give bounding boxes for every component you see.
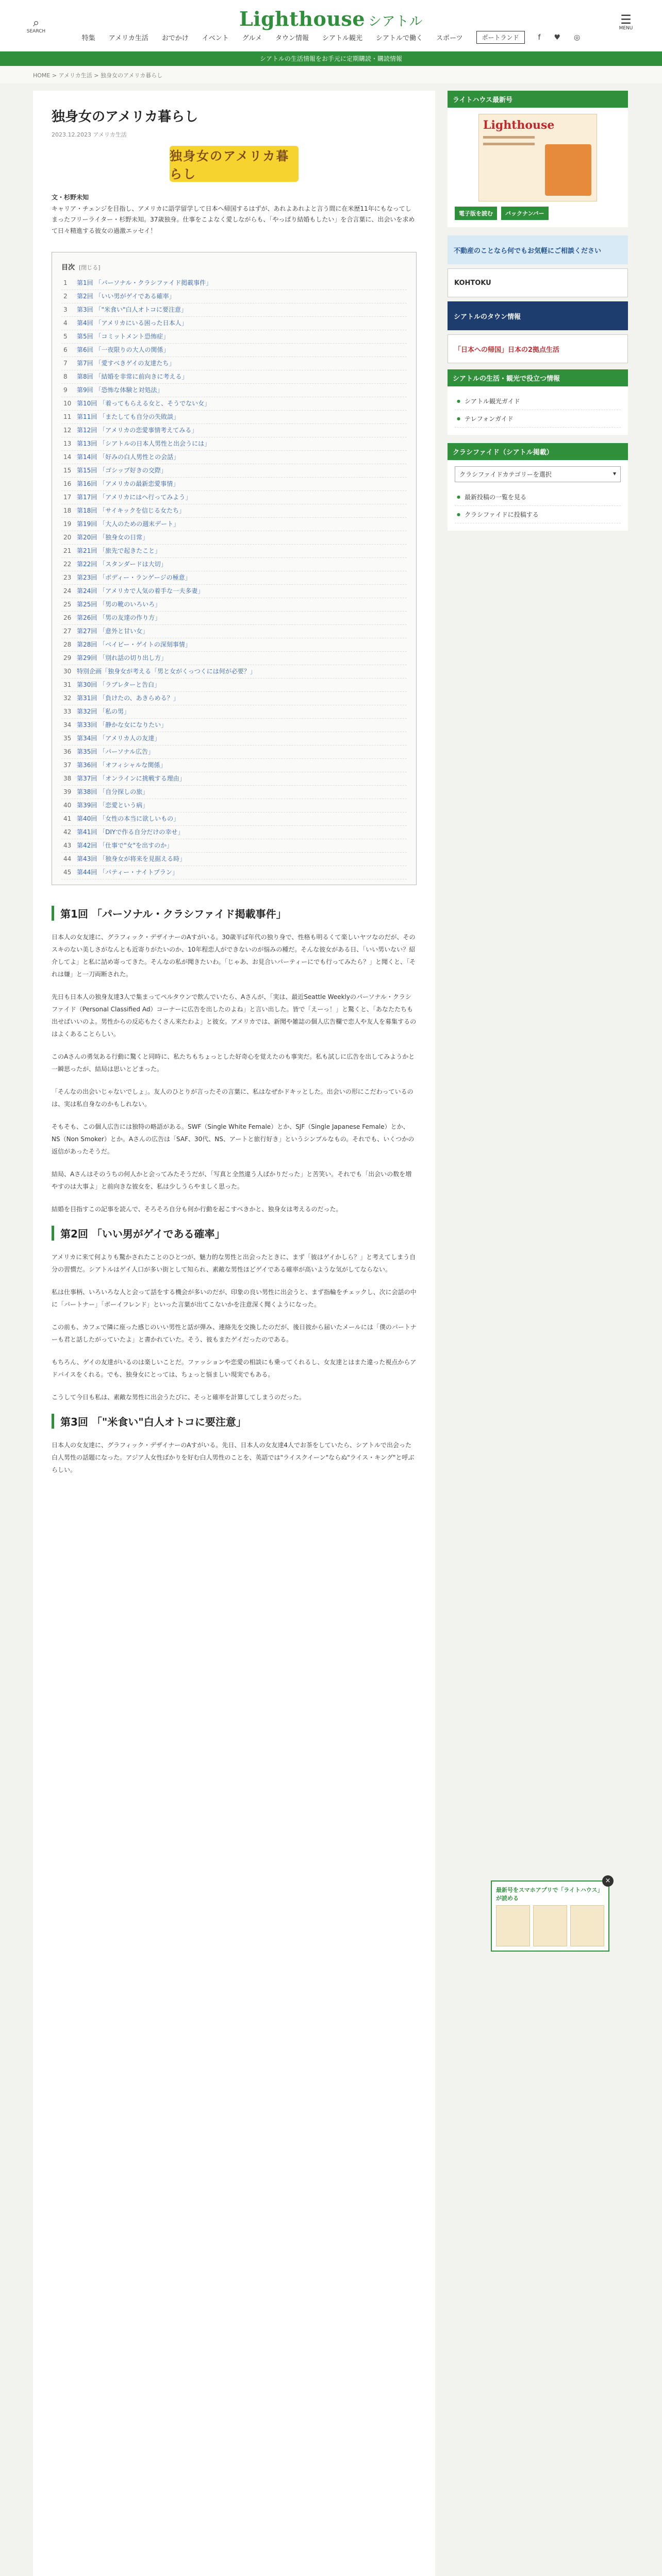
promo-heading: 最新号をスマホアプリで「ライトハウス」が読める <box>496 1887 603 1902</box>
menu-button[interactable] <box>610 13 641 31</box>
nav-item[interactable]: グルメ <box>242 35 262 42</box>
site-header <box>0 0 662 52</box>
toc-label: 第19回 「大人のための週末デート」 <box>77 520 180 528</box>
toc-number: 11 <box>63 413 72 421</box>
toc-number: 45 <box>63 869 72 876</box>
article <box>33 91 435 2576</box>
section-heading: 第1回 「パーソナル・クラシファイド掲載事件」 <box>52 906 417 921</box>
toc-item[interactable] <box>61 491 407 504</box>
hamburger-icon: ☰ <box>620 12 632 27</box>
toc-label: 第43回 「独身女が将来を見据える時」 <box>77 855 186 863</box>
toc-item[interactable] <box>61 397 407 411</box>
toc-number: 20 <box>63 534 72 541</box>
toc-number: 38 <box>63 775 72 783</box>
toc-label: 第31回 「負けたの、あきらめる？」 <box>77 694 179 702</box>
classified-box <box>448 443 628 531</box>
body-paragraph: 結婚を目指すこの記事を読んで、そろそろ自分も何か行動を起こすべきかと、独身女は考えるのだった。 <box>52 1206 342 1213</box>
toc-item[interactable] <box>61 303 407 317</box>
magazine-logo: Lighthouse <box>483 118 555 132</box>
toc-label: 第28回 「ベイビー・ゲイトの深刻事情」 <box>77 641 191 649</box>
toc-item[interactable] <box>61 344 407 357</box>
body-paragraph: アメリカに来て何よりも驚かされたことのひとつが、魅力的な男性と出会ったときに、まず「彼はゲイかしら？」と考えてしまう自分の習慣だ。シアトルはゲイ人口が多い街として知られ、素敵な男性ほどゲイである確率が高いような気がしてならない。 <box>52 1253 416 1274</box>
toc-label: 第38回 「自分探しの旅」 <box>77 788 149 796</box>
toc-label: 第1回 「パーソナル・クラシファイド掲載事件」 <box>77 279 212 287</box>
author-title: 文・杉野未知 <box>52 194 89 201</box>
toc-number: 21 <box>63 547 72 555</box>
search-icon: ⌕ <box>32 16 40 29</box>
banner-japan-return[interactable]: 「日本への帰国」日本の2拠点生活 <box>448 334 628 363</box>
toc-label: 第32回 「私の男」 <box>77 708 130 716</box>
page-title: 独身女のアメリカ暮らし <box>52 109 198 125</box>
author-box <box>52 192 417 236</box>
toc-item[interactable] <box>61 370 407 384</box>
toc-number: 30 <box>63 668 72 675</box>
toc-number: 16 <box>63 480 72 488</box>
body-paragraph: 「そんなの出会いじゃないでしょ」。友人のひとりが言ったその言葉に、私はなぜかドキッとした。出会いの形にこだわっているのは、実は私自身なのかもしれない。 <box>52 1088 413 1108</box>
article-body <box>52 906 417 1476</box>
toc-item[interactable] <box>61 598 407 612</box>
toc-number: 1 <box>63 279 68 287</box>
toc-label: 第44回 「パティー・ナイトプラン」 <box>77 869 178 876</box>
toc-item[interactable] <box>61 652 407 665</box>
toc-label: 第6回 「一夜限りの大人の関係」 <box>77 346 170 354</box>
toc-label: 第30回 「ラブレターと告白」 <box>77 681 161 689</box>
toc-label: 第4回 「アメリカにいる困った日本人」 <box>77 319 188 327</box>
body-paragraph: 日本人の女友達に、グラフィック・デザイナーのAすがいる。30歳半ば年代の独り身で、性格も明るくて楽しいヤツなのだが、そのスキのない美しさがなんとも近寄りがたいのか、10年程恋人ができないのが悩みの種だ。そんな彼女がある日、「いい男いない？紹介してよ」と私に詰め寄ってきた。そんなの私が聞きたいわ。「じゃあ、お見合いパーティーにでも行ってみたら？」と聞くと、「それは嫌」と一刀両断された。 <box>52 934 416 978</box>
toc-item[interactable] <box>61 558 407 571</box>
toc-item[interactable] <box>61 638 407 652</box>
section-heading: 第2回 「いい男がゲイである確率」 <box>52 1226 417 1241</box>
toc-label: 第16回 「アメリカの最新恋愛事情」 <box>77 480 179 488</box>
toc-number: 15 <box>63 467 72 474</box>
toc-item[interactable] <box>61 585 407 598</box>
select-value: クラシファイドカテゴリーを選択 <box>459 471 552 478</box>
promo-thumbnail <box>570 1905 604 1946</box>
body-paragraph: このAさんの勇気ある行動に驚くと同時に、私たちもちょっとした好奇心を覚えたのも事実だ。私も試しに広告を出してみようかと一瞬思ったが、結局は思いとどまった。 <box>52 1053 415 1073</box>
toc-number: 4 <box>63 319 68 327</box>
toc-number: 31 <box>63 681 72 689</box>
classified-link[interactable]: ● 最新投稿の一覧を見る <box>455 488 621 506</box>
toc-number: 12 <box>63 427 72 434</box>
facebook-icon[interactable]: f <box>538 33 541 42</box>
toc-label: 第8回 「結婚を非常に前向きに考える」 <box>77 373 188 381</box>
toc-label: 第37回 「オンラインに挑戦する理由」 <box>77 775 186 783</box>
toc-number: 34 <box>63 721 72 729</box>
toc-item[interactable] <box>61 330 407 344</box>
read-digital-button[interactable]: 電子版を読む <box>455 207 497 220</box>
toc-label: 第14回 「好みの白人男性との会話」 <box>77 453 180 461</box>
eyecatch-text: 独身女のアメリカ暮らし <box>170 149 290 181</box>
toc-item[interactable] <box>61 411 407 424</box>
toc-item[interactable] <box>61 799 407 812</box>
app-promo-popup[interactable] <box>491 1877 611 1952</box>
toc-label: 第35回 「パーソナル広告」 <box>77 748 155 756</box>
toc-label: 第22回 「スタンダードは大切」 <box>77 561 167 568</box>
guide-box <box>448 369 628 435</box>
toc-number: 44 <box>63 855 72 863</box>
toc-item[interactable] <box>61 679 407 692</box>
toc-label: 第18回 「サイキックを信じる女たち」 <box>77 507 186 515</box>
nav-item[interactable]: シアトル観光 <box>322 35 363 42</box>
chevron-down-icon: ▾ <box>613 470 616 477</box>
body-paragraph: 私は仕事柄、いろいろな人と会って話をする機会が多いのだが、印象の良い男性に出会うと、まず指輪をチェックし、次に会話の中に「パートナー」「ボーイフレンド」といった言葉が出てこないかを注意深く聞くようになった。 <box>52 1289 417 1309</box>
magazine-box <box>448 91 628 227</box>
toc-number: 6 <box>63 346 68 354</box>
toc-label: 第41回 「DIYで作る自分だけの幸せ」 <box>77 828 184 836</box>
toc-number: 13 <box>63 440 72 448</box>
toc-number: 39 <box>63 788 72 796</box>
toc-number: 9 <box>63 386 68 394</box>
toc-label: 第15回 「ゴシップ好きの交際」 <box>77 467 167 474</box>
toc-label: 第27回 「意外と甘い女」 <box>77 628 149 635</box>
toc-label: 第26回 「男の友達の作り方」 <box>77 614 161 622</box>
toc-item[interactable] <box>61 437 407 451</box>
banner-town-info[interactable]: シアトルのタウン情報 <box>448 301 628 330</box>
toc-item[interactable] <box>61 290 407 303</box>
toc-item[interactable] <box>61 705 407 719</box>
toc-number: 10 <box>63 400 72 408</box>
toc-number: 23 <box>63 574 72 582</box>
toc-item[interactable] <box>61 464 407 478</box>
heart-icon[interactable]: ♥ <box>554 33 561 42</box>
nav-item[interactable]: アメリカ生活 <box>108 35 148 42</box>
section-heading: 第3回 「"米食い"白人オトコに要注意」 <box>52 1414 417 1429</box>
toc-label: 第29回 「別れ話の切り出し方」 <box>77 654 168 662</box>
promo-thumbnail <box>533 1905 567 1946</box>
body-paragraph: この前も、カフェで隣に座った感じのいい男性と話が弾み、連絡先を交換したのだが、後日彼から届いたメールには「僕のパートナーも君と話したがっていたよ」と書かれていた。そう、彼もまたゲイだったのである。 <box>52 1324 417 1344</box>
cover-photo <box>545 144 591 196</box>
toc-list <box>61 277 407 879</box>
toc-item[interactable] <box>61 451 407 464</box>
author-bio: キャリア・チェンジを目指し、アメリカに語学留学して日本へ帰国するはずが、あれよあれよと言う間に在米歴11年にもなってしまったフリーライター・杉野未知。37歳独身。仕事をこよなく愛しながらも、「やっぱり結婚もしたい」を合言葉に、出会いを求めて日々精進する彼女の過激エッセイ！ <box>52 205 415 234</box>
site-logo[interactable] <box>239 7 423 30</box>
toc-number: 42 <box>63 828 72 836</box>
toc-item[interactable] <box>61 478 407 491</box>
toc-label: 第39回 「恋愛という病」 <box>77 802 149 809</box>
nav-item[interactable]: スポーツ <box>436 35 463 42</box>
toc-number: 43 <box>63 842 72 850</box>
promo-thumbnail <box>496 1905 530 1946</box>
toc-item[interactable] <box>61 504 407 518</box>
toc-label: 第25回 「男の靴のいろいろ」 <box>77 601 161 608</box>
magazine-title: ライトハウス最新号 <box>448 91 628 108</box>
toc-label: 第21回 「旅先で起きたこと」 <box>77 547 161 555</box>
nav-item[interactable]: イベント <box>202 35 229 42</box>
toc-item[interactable] <box>61 545 407 558</box>
toc-label: 第20回 「独身女の日常」 <box>77 534 149 541</box>
guide-link[interactable]: ● シアトル観光ガイド <box>455 393 621 410</box>
portland-button[interactable]: ポートランド <box>476 31 525 44</box>
logo-sub: シアトル <box>368 14 423 29</box>
toc-header <box>61 262 407 272</box>
toc-number: 40 <box>63 802 72 809</box>
toc-label: 特別企画「独身女が考える「男と女がくっつくには何が必要？」 <box>77 668 256 675</box>
toc-item[interactable] <box>61 732 407 745</box>
toc-toggle[interactable]: [閉じる] <box>79 264 101 272</box>
body-paragraph: 結局、Aさんはそのうちの何人かと会ってみたそうだが、「写真と全然違う人ばかりだった」と苦笑い。それでも「出会いの数を増やすのは大事よ」と前向きな彼女を、私は少しうらやましく思った。 <box>52 1171 412 1191</box>
toc-number: 27 <box>63 628 72 635</box>
body-paragraph: もちろん、ゲイの友達がいるのは楽しいことだ。ファッションや恋愛の相談にも乗ってくれるし、女友達とはまた違った視点からアドバイスをくれる。でも、独身女にとっては、ちょっと悩ましい現実でもある。 <box>52 1359 417 1379</box>
toc-label: 第36回 「オフィシャルな関係」 <box>77 761 167 769</box>
toc-item[interactable] <box>61 826 407 839</box>
body-paragraph: 先日も日本人の独身友達3人で集まってペルタウンで飲んでいたら、Aさんが、「実は、最近Seattle Weeklyのパーソナル・クラシファイド（Personal Classified Ad）コーナーに広告を出したのよね」と言い出した。皆で「えーっ！」と驚くと、「あなたたちも出せばいいのよ。男性からの反応もたくさん来たわよ」と彼女。アメリカでは、新聞や雑誌の個人広告欄で恋人や友人を募集するのはよくあることらしい。 <box>52 993 417 1038</box>
toc-number: 19 <box>63 520 72 528</box>
toc-number: 26 <box>63 614 72 622</box>
magazine-cover[interactable] <box>478 114 597 201</box>
toc-item[interactable] <box>61 786 407 799</box>
classified-link[interactable]: ● クラシファイドに投稿する <box>455 506 621 523</box>
toc-number: 35 <box>63 735 72 742</box>
menu-label: MENU <box>619 26 633 31</box>
toc-number: 33 <box>63 708 72 716</box>
toc-number: 28 <box>63 641 72 649</box>
toc-label: 第10回 「着ってもらえる女と、そうでない女」 <box>77 400 211 408</box>
nav-item[interactable]: シアトルで働く <box>376 35 423 42</box>
toc-label: 第17回 「アメリカにはヘ行ってみよう」 <box>77 494 192 501</box>
promo-thumbnails <box>496 1905 604 1946</box>
toc-number: 37 <box>63 761 72 769</box>
toc-number: 36 <box>63 748 72 756</box>
toc-label: 第5回 「コミットメント恐怖症」 <box>77 333 170 341</box>
toc-number: 22 <box>63 561 72 568</box>
toc-item[interactable] <box>61 612 407 625</box>
back-number-button[interactable]: バックナンバー <box>501 207 549 220</box>
toc-number: 17 <box>63 494 72 501</box>
classified-title: クラシファイド（シアトル掲載） <box>448 443 628 460</box>
body-paragraph: そもそも、この個人広告には独特の略語がある。SWF（Single White Female）とか、SJF（Single Japanese Female）とか、NS（Non Smoker）とか。Aさんの広告は「SAF、30代、NS、アートと旅行好き」というシンプルなもの。それでも、いくつかの返信があったそうだ。 <box>52 1123 415 1156</box>
guide-title: シアトルの生活・観光で役立つ情報 <box>448 369 628 386</box>
toc-number: 14 <box>63 453 72 461</box>
article-meta: 2023.12.2023 アメリカ生活 <box>52 131 127 138</box>
subscription-bar[interactable]: シアトルの生活情報をお手元に定期購読・購読情報 <box>0 52 662 66</box>
classified-category-select[interactable] <box>455 466 621 482</box>
toc-label: 第24回 「アメリカで人気の着手な一夫多妻」 <box>77 587 204 595</box>
toc-item[interactable] <box>61 839 407 853</box>
toc-label: 第11回 「またしても自分の失敗談」 <box>77 413 180 421</box>
toc-number: 7 <box>63 360 68 367</box>
toc-label: 第12回 「アメリカの恋愛事情考えてみる」 <box>77 427 198 434</box>
decor-line <box>483 136 535 139</box>
toc-label: 第34回 「アメリカ人の友達」 <box>77 735 161 742</box>
toc-item[interactable] <box>61 625 407 638</box>
toc-item[interactable] <box>61 317 407 330</box>
toc-label: 第7回 「愛すべきゲイの友達たち」 <box>77 360 175 367</box>
toc-item[interactable] <box>61 812 407 826</box>
toc-label: 第9回 「恐怖な体験と対処法」 <box>77 386 163 394</box>
body-paragraph: 日本人の女友達に、グラフィック・デザイナーのAすがいる。先日、日本人の女友達4人でお茶をしていたら、シアトルで出会った白人男性の話題になった。アジア人女性ばかりを好む白人男性のことを、英語では"ライスクイーン"ならぬ"ライス・キング"と呼ぶらしい。 <box>52 1442 415 1474</box>
logo-main: Lighthouse <box>239 7 366 30</box>
magazine-buttons <box>455 207 621 220</box>
toc-item[interactable] <box>61 772 407 786</box>
guide-link[interactable]: ● テレフォンガイド <box>455 410 621 428</box>
toc-number: 3 <box>63 306 68 314</box>
search-label: SEARCH <box>26 28 46 34</box>
toc-item[interactable] <box>61 277 407 290</box>
nav-item[interactable]: 特集 <box>81 35 95 42</box>
toc-label: 第2回 「いい男がゲイである確率」 <box>77 293 175 300</box>
toc-number: 25 <box>63 601 72 608</box>
toc-item[interactable] <box>61 424 407 437</box>
toc-item[interactable] <box>61 531 407 545</box>
close-icon[interactable]: × <box>602 1875 614 1887</box>
table-of-contents <box>52 252 417 885</box>
toc-number: 41 <box>63 815 72 823</box>
toc-label: 第23回 「ボディー・ランゲージの極意」 <box>77 574 191 582</box>
toc-item[interactable] <box>61 719 407 732</box>
toc-number: 18 <box>63 507 72 515</box>
toc-item[interactable] <box>61 571 407 585</box>
toc-item[interactable] <box>61 692 407 705</box>
sidebar <box>448 91 628 2576</box>
toc-item[interactable] <box>61 665 407 679</box>
toc-label: 第33回 「静かな女になりたい」 <box>77 721 168 729</box>
body-paragraph: こうして今日も私は、素敵な男性に出会うたびに、そっと確率を計算してしまうのだった。 <box>52 1394 306 1401</box>
nav-item[interactable]: おでかけ <box>161 35 189 42</box>
banner-realestate[interactable]: 不動産のことなら何でもお気軽にご相談ください <box>448 235 628 264</box>
toc-number: 29 <box>63 654 72 662</box>
content-wrap <box>0 83 662 2576</box>
toc-number: 8 <box>63 373 68 381</box>
toc-item[interactable] <box>61 357 407 370</box>
toc-item[interactable] <box>61 384 407 397</box>
toc-item[interactable] <box>61 745 407 759</box>
toc-item[interactable] <box>61 853 407 866</box>
toc-label: 第40回 「女性の本当に欲しいもの」 <box>77 815 180 823</box>
toc-label: 第13回 「シアトルの日本人男性と出会うには」 <box>77 440 211 448</box>
toc-number: 5 <box>63 333 68 341</box>
toc-title: 目次 <box>61 264 75 272</box>
toc-item[interactable] <box>61 518 407 531</box>
breadcrumb[interactable]: HOME > アメリカ生活 > 独身女のアメリカ暮らし <box>0 66 662 83</box>
toc-label: 第3回 「"米食い"白人オトコに要注意」 <box>77 306 188 314</box>
eyecatch-image <box>170 146 299 182</box>
toc-number: 2 <box>63 293 68 300</box>
nav-item[interactable]: タウン情報 <box>275 35 309 42</box>
instagram-icon[interactable]: ◎ <box>574 33 581 42</box>
toc-label: 第42回 「仕事で"女"を出すのか」 <box>77 842 173 850</box>
toc-number: 24 <box>63 587 72 595</box>
toc-item[interactable] <box>61 759 407 772</box>
banner-kohtoku[interactable]: KOHTOKU <box>448 268 628 297</box>
toc-number: 32 <box>63 694 72 702</box>
toc-item[interactable] <box>61 866 407 879</box>
decor-line <box>483 143 535 145</box>
